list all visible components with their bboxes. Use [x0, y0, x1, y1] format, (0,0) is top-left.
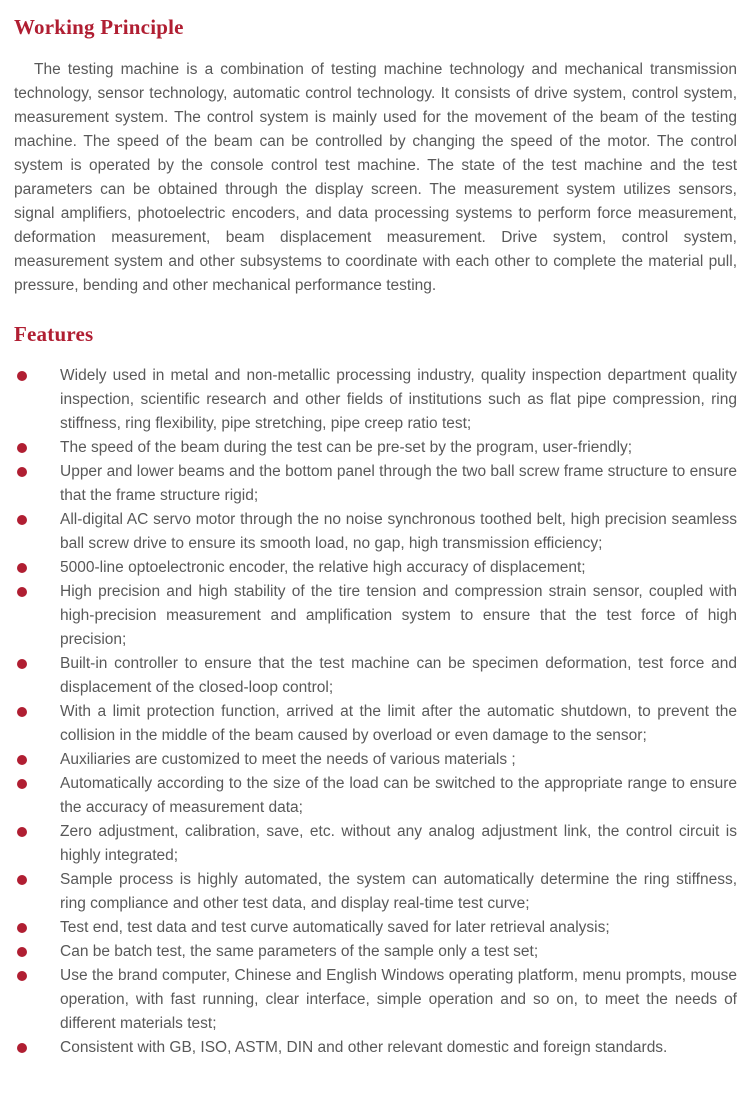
bullet-icon — [17, 755, 27, 765]
bullet-icon — [17, 563, 27, 573]
feature-text: Automatically according to the size of the load can be switched to the appropriate range to ensure the accuracy of measurement data; — [60, 775, 737, 816]
list-item — [14, 460, 737, 508]
working-principle-heading: Working Principle — [14, 15, 184, 39]
list-item — [14, 868, 737, 916]
feature-text: Sample process is highly automated, the system can automatically determine the ring stiffness, ring compliance and other test data, and display real-time test curve; — [60, 871, 737, 912]
feature-text: 5000-line optoelectronic encoder, the relative high accuracy of displacement; — [60, 559, 586, 576]
feature-text: Upper and lower beams and the bottom panel through the two ball screw frame structure to ensure that the frame structure rigid; — [60, 463, 737, 504]
list-item — [14, 700, 737, 748]
list-item — [14, 772, 737, 820]
list-item — [14, 940, 737, 964]
list-item — [14, 1036, 737, 1060]
feature-text: Can be batch test, the same parameters of the sample only a test set; — [60, 943, 539, 960]
bullet-icon — [17, 467, 27, 477]
feature-text: All-digital AC servo motor through the no noise synchronous toothed belt, high precision seamless ball screw drive to ensure its smooth load, no gap, high transmission efficiency; — [60, 511, 737, 552]
bullet-icon — [17, 779, 27, 789]
list-item — [14, 508, 737, 556]
bullet-icon — [17, 707, 27, 717]
bullet-icon — [17, 827, 27, 837]
feature-text: The speed of the beam during the test can be pre-set by the program, user-friendly; — [60, 439, 633, 456]
list-item — [14, 652, 737, 700]
list-item — [14, 964, 737, 1036]
bullet-icon — [17, 875, 27, 885]
working-principle-paragraph: The testing machine is a combination of testing machine technology and mechanical transmission technology, sensor technology, automatic control technology. It consists of drive system, control system, measurement system. The control system is mainly used for the movement of the beam of the testing machine. The speed of the beam can be controlled by changing the speed of the motor. The control system is operated by the console control test machine. The state of the test machine and the test parameters can be obtained through the display screen. The measurement system utilizes sensors, signal amplifiers, photoelectric encoders, and data processing systems to perform force measurement, deformation measurement, beam displacement measurement. Drive system, control system, measurement system and other subsystems to coordinate with each other to complete the material pull, pressure, bending and other mechanical performance testing. — [14, 61, 737, 294]
bullet-icon — [17, 923, 27, 933]
feature-text: Widely used in metal and non-metallic processing industry, quality inspection department quality inspection, scientific research and other fields of institutions such as flat pipe compression, ring stiffness, ring flexibility, pipe stretching, pipe creep ratio test; — [60, 367, 737, 432]
feature-text: Use the brand computer, Chinese and English Windows operating platform, menu prompts, mouse operation, with fast running, clear interface, simple operation and so on, to meet the needs of different materials test; — [60, 967, 737, 1032]
bullet-icon — [17, 659, 27, 669]
feature-text: Consistent with GB, ISO, ASTM, DIN and other relevant domestic and foreign standards. — [60, 1039, 668, 1056]
bullet-icon — [17, 947, 27, 957]
bullet-icon — [17, 1043, 27, 1053]
list-item — [14, 916, 737, 940]
list-item — [14, 364, 737, 436]
feature-text: High precision and high stability of the tire tension and compression strain sensor, coupled with high-precision measurement and amplification system to ensure that the test force of high precision; — [60, 583, 737, 648]
bullet-icon — [17, 971, 27, 981]
feature-text: Auxiliaries are customized to meet the needs of various materials ; — [60, 751, 516, 768]
bullet-icon — [17, 515, 27, 525]
feature-text: With a limit protection function, arrived at the limit after the automatic shutdown, to prevent the collision in the middle of the beam caused by overload or even damage to the sensor; — [60, 703, 737, 744]
feature-text: Built-in controller to ensure that the test machine can be specimen deformation, test force and displacement of the closed-loop control; — [60, 655, 737, 696]
list-item — [14, 556, 737, 580]
list-item — [14, 436, 737, 460]
bullet-icon — [17, 371, 27, 381]
features-heading: Features — [14, 322, 94, 346]
bullet-icon — [17, 443, 27, 453]
features-list — [14, 364, 737, 1060]
bullet-icon — [17, 587, 27, 597]
feature-text: Zero adjustment, calibration, save, etc. without any analog adjustment link, the control circuit is highly integrated; — [60, 823, 737, 864]
list-item — [14, 580, 737, 652]
list-item — [14, 748, 737, 772]
list-item — [14, 820, 737, 868]
feature-text: Test end, test data and test curve automatically saved for later retrieval analysis; — [60, 919, 610, 936]
